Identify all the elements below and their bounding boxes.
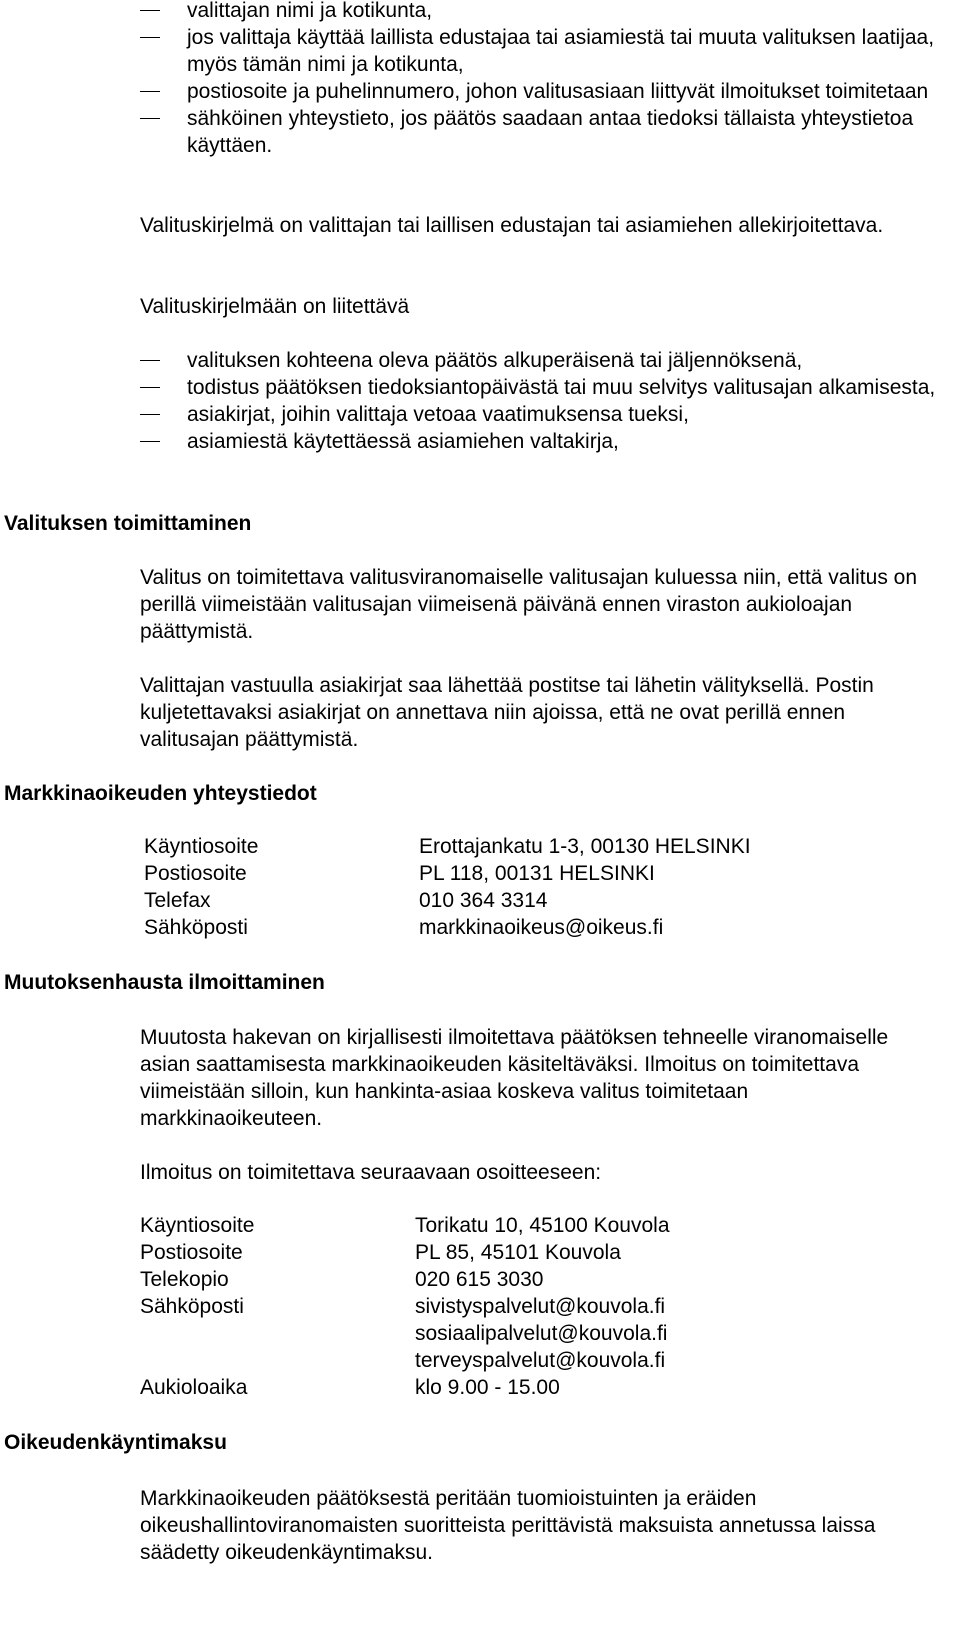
info-row <box>140 1374 920 1401</box>
list-item: valituksen kohteena oleva päätös alkuperäisenä tai jäljennöksenä, <box>140 347 940 374</box>
info-row <box>144 833 924 860</box>
delivery-paragraph-1: Valitus on toimitettava valitusviranomaiselle valitusajan kuluessa niin, että valitus on perillä viimeistään valitusajan viimeisenä päivänä ennen viraston aukioloajan päättymistä. <box>140 566 918 643</box>
info-value: 020 615 3030 <box>415 1268 544 1291</box>
dash-icon <box>140 387 160 388</box>
info-row <box>140 1266 920 1293</box>
fee-paragraph: Markkinaoikeuden päätöksestä peritään tuomioistuinten ja eräiden oikeushallintoviranomaisten suoritteista perittävistä maksuista annetussa laissa säädetty oikeudenkäyntimaksu. <box>140 1487 876 1564</box>
info-label: Aukioloaika <box>140 1376 248 1399</box>
dash-icon <box>140 414 160 415</box>
info-label: Käyntiosoite <box>144 835 259 858</box>
info-label: Sähköposti <box>144 916 248 939</box>
info-value: 010 364 3314 <box>419 889 548 912</box>
info-label: Telekopio <box>140 1268 229 1291</box>
list-item: todistus päätöksen tiedoksiantopäivästä tai muu selvitys valitusajan alkamisesta, <box>140 374 940 401</box>
info-label: Postiosoite <box>144 862 247 885</box>
list-item: jos valittaja käyttää laillista edustajaa tai asiamiestä tai muuta valituksen laatijaa, myös tämän nimi ja kotikunta, <box>140 24 940 78</box>
info-value: klo 9.00 - 15.00 <box>415 1376 560 1399</box>
info-row <box>140 1347 920 1374</box>
info-value: sivistyspalvelut@kouvola.fi <box>415 1295 666 1318</box>
delivery-paragraph-2: Valittajan vastuulla asiakirjat saa lähettää postitse tai lähetin välityksellä. Postin kuljetettavaksi asiakirjat on annettava niin ajoissa, että ne ovat perillä ennen valitusajan päättymistä. <box>140 674 874 751</box>
section-heading-court-contact: Markkinaoikeuden yhteystiedot <box>4 782 317 805</box>
info-label: Käyntiosoite <box>140 1214 255 1237</box>
notice-paragraph-2: Ilmoitus on toimitettava seuraavaan osoitteeseen: <box>140 1161 602 1184</box>
info-row <box>140 1320 920 1347</box>
attachments-intro: Valituskirjelmään on liitettävä <box>140 295 410 318</box>
info-label <box>140 1347 415 1374</box>
dash-icon <box>140 10 160 11</box>
top-list <box>140 0 940 159</box>
list-item: asiakirjat, joihin valittaja vetoaa vaatimuksensa tueksi, <box>140 401 940 428</box>
info-label <box>140 1320 415 1347</box>
info-row <box>144 914 924 941</box>
notice-paragraph-1: Muutosta hakevan on kirjallisesti ilmoitettava päätöksen tehneelle viranomaiselle asian saattamisesta markkinaoikeuden käsiteltäväksi. Ilmoitus on toimitettava viimeistään silloin, kun hankinta-asiaa koskeva valitus toimitetaan markkinaoikeuteen. <box>140 1026 889 1130</box>
info-row <box>144 860 924 887</box>
list-item: postiosoite ja puhelinnumero, johon valitusasiaan liittyvät ilmoitukset toimitetaan <box>140 78 940 105</box>
list-item: sähköinen yhteystieto, jos päätös saadaan antaa tiedoksi tällaista yhteystietoa käyttäen. <box>140 105 940 159</box>
court-contact-table <box>144 833 924 941</box>
info-row <box>140 1239 920 1266</box>
info-label: Postiosoite <box>140 1241 243 1264</box>
info-value: Torikatu 10, 45100 Kouvola <box>415 1214 670 1237</box>
list-item: valittajan nimi ja kotikunta, <box>140 0 940 24</box>
dash-icon <box>140 91 160 92</box>
info-row <box>140 1212 920 1239</box>
dash-icon <box>140 441 160 442</box>
info-value: terveyspalvelut@kouvola.fi <box>415 1349 666 1372</box>
info-value: markkinaoikeus@oikeus.fi <box>419 916 664 939</box>
attachments-list <box>140 347 940 455</box>
info-value: PL 118, 00131 HELSINKI <box>419 862 655 885</box>
dash-icon <box>140 118 160 119</box>
section-heading-fee: Oikeudenkäyntimaksu <box>4 1431 227 1454</box>
dash-icon <box>140 360 160 361</box>
dash-icon <box>140 37 160 38</box>
section-heading-notice: Muutoksenhausta ilmoittaminen <box>4 971 325 994</box>
info-label: Sähköposti <box>140 1295 244 1318</box>
section-heading-delivery: Valituksen toimittaminen <box>4 512 252 535</box>
info-label: Telefax <box>144 889 211 912</box>
info-value: Erottajankatu 1-3, 00130 HELSINKI <box>419 835 751 858</box>
info-value: sosiaalipalvelut@kouvola.fi <box>415 1322 668 1345</box>
signature-note: Valituskirjelmä on valittajan tai laillisen edustajan tai asiamiehen allekirjoitettava. <box>140 214 884 237</box>
notice-contact-table <box>140 1212 920 1401</box>
info-value: PL 85, 45101 Kouvola <box>415 1241 621 1264</box>
list-item: asiamiestä käytettäessä asiamiehen valtakirja, <box>140 428 940 455</box>
info-row <box>140 1293 920 1320</box>
info-row <box>144 887 924 914</box>
